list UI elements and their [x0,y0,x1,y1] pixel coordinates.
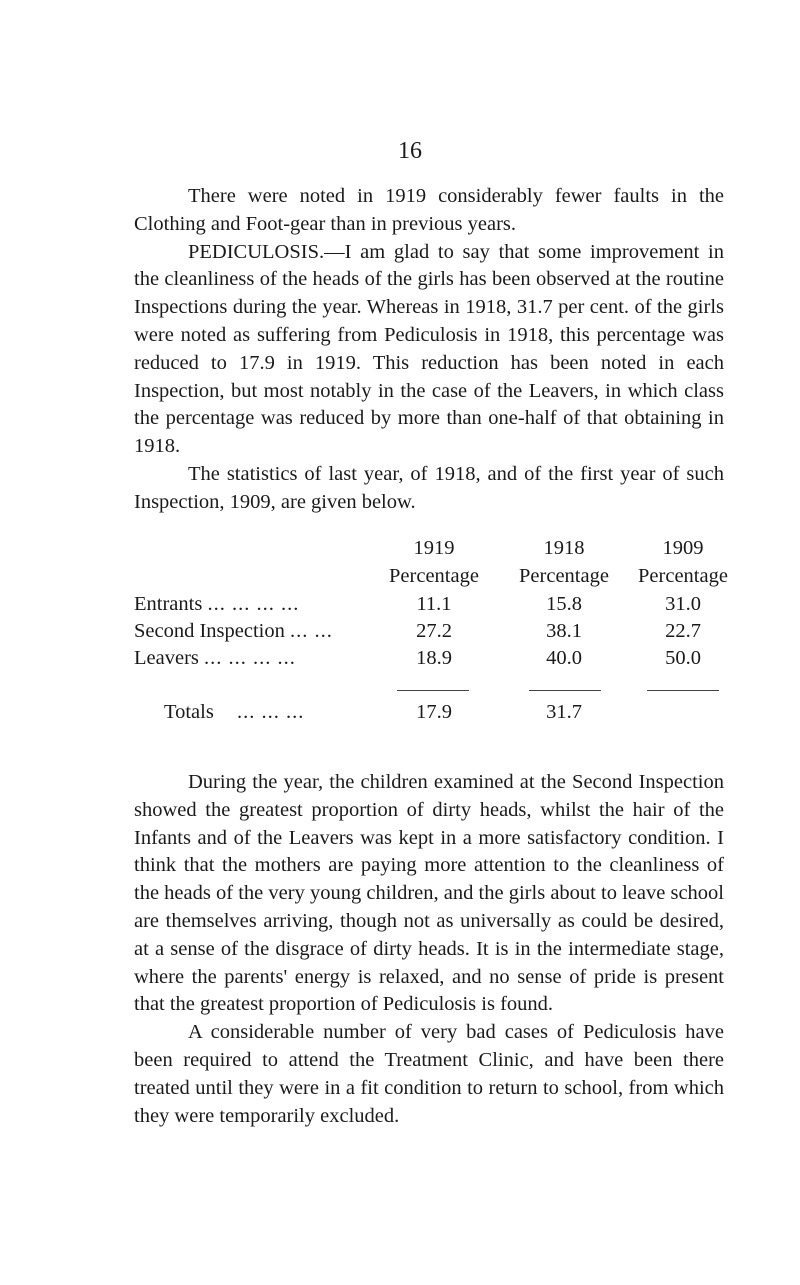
totals-1918: 31.7 [546,701,582,723]
intro-text [134,183,724,517]
leavers-1918: 40.0 [546,647,582,669]
row-label: Entrants [134,593,203,615]
sum-rule-1909 [647,690,719,691]
pediculosis-statistics-table [134,537,728,767]
sum-rule-1918 [529,690,601,691]
sum-rule-1919 [397,690,469,691]
year-header-1918: 1918 [543,537,585,559]
entrants-1918: 15.8 [546,593,582,615]
second-inspection-1918: 38.1 [546,620,582,642]
table-row-leavers [134,647,296,670]
leader-dots: ... ... ... ... [207,593,300,615]
leader-dots: ... ... ... [236,701,305,723]
leader-dots: ... ... [290,620,333,642]
paragraph-second-inspection: During the year, the children examined at the Second Inspection showed the greatest proportion of dirty heads, whilst the hair of the Infants and of the Leavers was kept in a more satisfactory condition. I think that the mothers are paying more attention to the cleanliness of the heads of the very young children, and the girls about to leave school are themselves arriving, though not as universally as could be desired, at a sense of the disgrace of dirty heads. It is in the intermediate stage, where the parents' energy is relaxed, and no sense of pride is present that the greatest proportion of Pediculosis is found. [134,771,724,1016]
discussion-text [134,769,724,1130]
page-number: 16 [398,138,422,164]
entrants-1919: 11.1 [416,593,452,615]
year-header-1909: 1909 [662,537,704,559]
percentage-header-1919: Percentage [389,565,479,587]
leader-dots: ... ... ... ... [204,647,296,669]
leavers-1909: 50.0 [665,647,701,669]
second-inspection-1919: 27.2 [416,620,452,642]
table-row-second-inspection [134,620,333,643]
paragraph-statistics-intro: The statistics of last year, of 1918, and of the first year of such Inspection, 1909, are given below. [134,462,724,513]
paragraph-treatment-clinic: A considerable number of very bad cases of Pediculosis have been required to attend the Treatment Clinic, and have been there treated until they were in a fit condition to return to school, from which they were temporarily excluded. [134,1021,724,1127]
row-label: Leavers [134,647,199,669]
row-label: Second Inspection [134,620,285,642]
year-header-1919: 1919 [413,537,455,559]
totals-1919: 17.9 [416,701,452,723]
table-row-entrants [134,593,299,616]
row-label: Totals [164,701,214,723]
second-inspection-1909: 22.7 [665,620,701,642]
percentage-header-1909: Percentage [638,565,728,587]
percentage-header-1918: Percentage [519,565,609,587]
paragraph-clothing: There were noted in 1919 considerably fewer faults in the Clothing and Foot-gear than in previous years. [134,185,724,235]
entrants-1909: 31.0 [665,593,701,615]
table-row-totals [164,701,304,724]
paragraph-pediculosis: PEDICULOSIS.—I am glad to say that some improvement in the cleanliness of the heads of the girls has been observed at the routine Inspections during the year. Whereas in 1918, 31.7 per cent. of the girls were noted as suffering from Pediculosis in 1918, this percentage was reduced to 17.9 in 1919. This reduction has been noted in each Inspection, but most notably in the case of the Leavers, in which class the percentage was reduced by more than one-half of that obtaining in 1918. [134,240,724,458]
leavers-1919: 18.9 [416,647,452,669]
